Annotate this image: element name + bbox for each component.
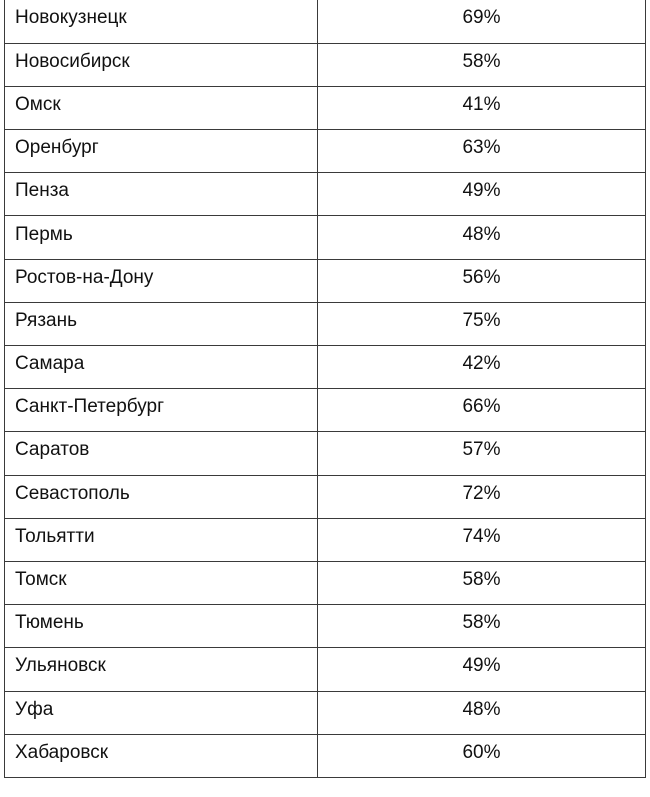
city-name: Ростов-на-Дону — [15, 266, 154, 288]
percentage-cell — [318, 475, 646, 518]
table-row — [5, 173, 646, 216]
percentage-value: 41% — [462, 93, 501, 115]
city-name: Новокузнецк — [15, 7, 127, 29]
percentage-value: 75% — [462, 309, 501, 331]
city-name: Новосибирск — [15, 50, 130, 72]
percentage-cell — [318, 734, 646, 777]
city-cell — [5, 518, 318, 561]
percentage-value: 58% — [462, 569, 501, 591]
table-row — [5, 43, 646, 86]
percentage-cell — [318, 216, 646, 259]
table-row — [5, 561, 646, 604]
percentage-value: 49% — [462, 180, 501, 202]
city-name: Саратов — [15, 439, 90, 461]
city-cell — [5, 432, 318, 475]
city-name: Тюмень — [15, 612, 84, 634]
table-row — [5, 389, 646, 432]
city-name: Омск — [15, 93, 61, 115]
city-name: Хабаровск — [15, 741, 109, 763]
city-cell — [5, 691, 318, 734]
table-row — [5, 734, 646, 777]
percentage-value: 58% — [462, 612, 501, 634]
percentage-value: 74% — [462, 525, 501, 547]
city-cell — [5, 346, 318, 389]
percentage-cell — [318, 173, 646, 216]
city-name: Пенза — [15, 180, 69, 202]
table-row — [5, 475, 646, 518]
percentage-value: 48% — [462, 223, 501, 245]
city-name: Пермь — [15, 223, 73, 245]
city-name: Рязань — [15, 309, 78, 331]
city-cell — [5, 648, 318, 691]
table-row — [5, 216, 646, 259]
percentage-cell — [318, 648, 646, 691]
percentage-cell — [318, 432, 646, 475]
percentage-cell — [318, 86, 646, 129]
percentage-value: 69% — [462, 7, 501, 29]
city-name: Санкт-Петербург — [15, 396, 165, 418]
percentage-cell — [318, 346, 646, 389]
city-cell — [5, 216, 318, 259]
table-row — [5, 648, 646, 691]
table-row — [5, 130, 646, 173]
percentage-cell — [318, 302, 646, 345]
percentage-value: 72% — [462, 482, 501, 504]
city-percentage-table-container — [4, 0, 645, 778]
table-row — [5, 605, 646, 648]
city-cell — [5, 259, 318, 302]
table-row — [5, 259, 646, 302]
city-name: Тольятти — [15, 525, 95, 547]
table-row — [5, 302, 646, 345]
percentage-cell — [318, 130, 646, 173]
city-cell — [5, 173, 318, 216]
percentage-cell — [318, 389, 646, 432]
city-percentage-table — [4, 0, 646, 778]
city-cell — [5, 561, 318, 604]
table-row — [5, 691, 646, 734]
city-cell — [5, 389, 318, 432]
percentage-value: 60% — [462, 741, 501, 763]
city-cell — [5, 475, 318, 518]
table-body — [5, 0, 646, 777]
city-name: Оренбург — [15, 137, 99, 159]
city-cell — [5, 130, 318, 173]
percentage-cell — [318, 561, 646, 604]
percentage-value: 42% — [462, 353, 501, 375]
city-cell — [5, 0, 318, 43]
city-cell — [5, 43, 318, 86]
percentage-value: 58% — [462, 50, 501, 72]
city-name: Ульяновск — [15, 655, 106, 677]
city-cell — [5, 734, 318, 777]
percentage-cell — [318, 259, 646, 302]
table-row — [5, 518, 646, 561]
percentage-value: 49% — [462, 655, 501, 677]
table-row — [5, 0, 646, 43]
city-name: Самара — [15, 353, 85, 375]
percentage-cell — [318, 43, 646, 86]
percentage-value: 66% — [462, 396, 501, 418]
table-row — [5, 86, 646, 129]
percentage-cell — [318, 691, 646, 734]
city-name: Севастополь — [15, 482, 130, 504]
city-name: Томск — [15, 569, 67, 591]
percentage-value: 57% — [462, 439, 501, 461]
city-cell — [5, 302, 318, 345]
percentage-value: 63% — [462, 137, 501, 159]
percentage-cell — [318, 518, 646, 561]
city-name: Уфа — [15, 698, 54, 720]
city-cell — [5, 86, 318, 129]
city-cell — [5, 605, 318, 648]
percentage-value: 48% — [462, 698, 501, 720]
table-row — [5, 346, 646, 389]
percentage-value: 56% — [462, 266, 501, 288]
percentage-cell — [318, 605, 646, 648]
percentage-cell — [318, 0, 646, 43]
table-row — [5, 432, 646, 475]
